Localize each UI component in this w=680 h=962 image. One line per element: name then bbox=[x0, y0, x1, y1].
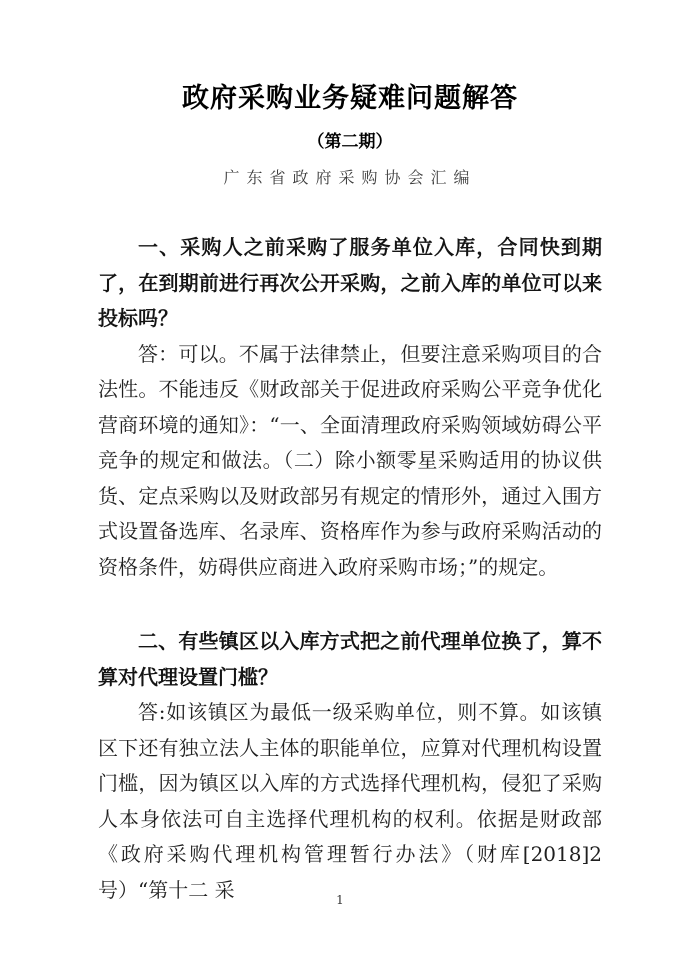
answer-2: 答:如该镇区为最低一级采购单位，则不算。如该镇区下还有独立法人主体的职能单位，应算对代理机构设置门槛，因为镇区以入库的方式选择代理机构，侵犯了采购人本身依法可自主选择代理机构的权利。依据是财政部《政府采购代理机构管理暂行办法》（财库[2018]2 号）“第十二 采 bbox=[98, 700, 602, 902]
qa-section-2 bbox=[98, 624, 602, 908]
question-2: 二、有些镇区以入库方式把之前代理单位换了，算不算对代理设置门槛？ bbox=[98, 629, 602, 689]
qa-section-1 bbox=[98, 230, 602, 585]
document-subtitle: （第二期） bbox=[307, 132, 393, 152]
answer-1: 答：可以。不属于法律禁止，但要注意采购项目的合法性。不能违反《财政部关于促进政府采购公平竞争优化营商环境的通知》：“一、全面清理政府采购领域妨碍公平竞争的规定和做法。（二）除小额零星采购适用的协议供货、定点采购以及财政部另有规定的情形外，通过入围方式设置备选库、名录库、资格库作为参与政府采购活动的资格条件，妨碍供应商进入政府采购市场；”的规定。 bbox=[98, 341, 602, 579]
document-byline: 广东省政府采购协会汇编 bbox=[223, 168, 477, 187]
question-1: 一、采购人之前采购了服务单位入库，合同快到期了，在到期前进行再次公开采购，之前入库的单位可以来投标吗？ bbox=[98, 235, 602, 330]
document-title: 政府采购业务疑难问题解答 bbox=[182, 83, 518, 114]
page-number: 1 bbox=[336, 893, 344, 907]
